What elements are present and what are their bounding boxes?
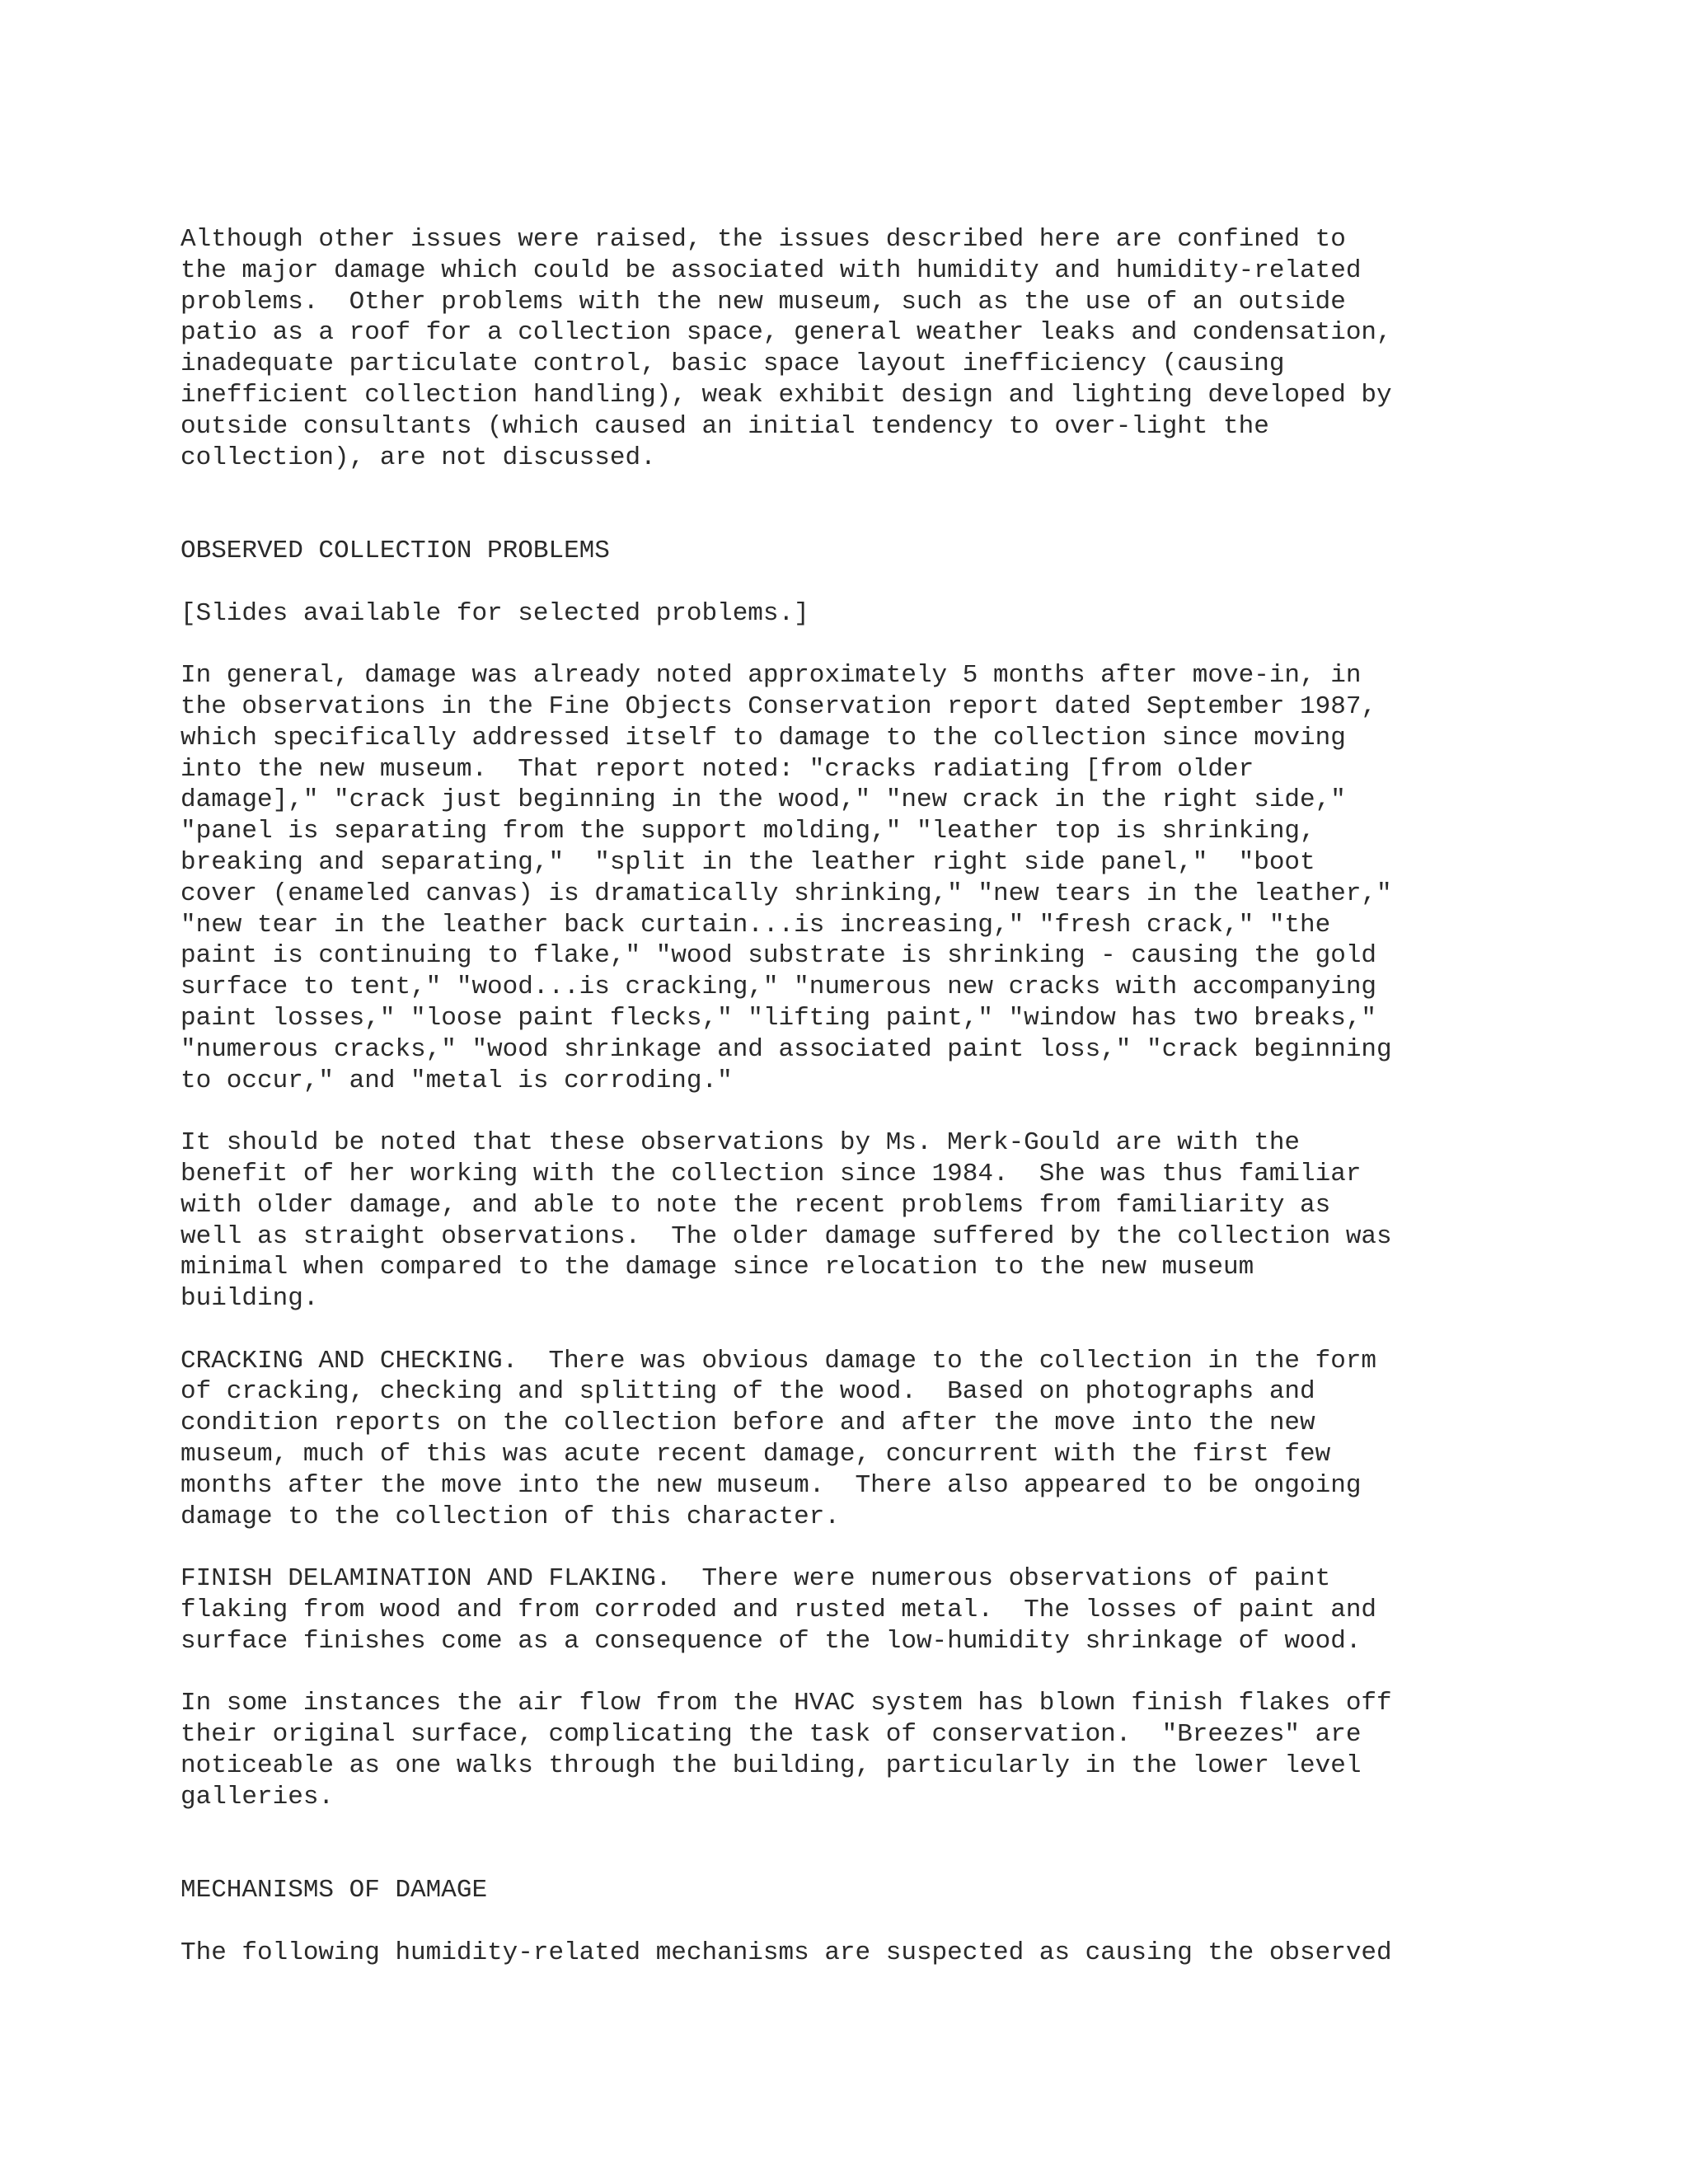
paragraph-noted [181,1127,1507,1315]
text-line: minimal when compared to the damage since relocation to the new museum [181,1253,1254,1282]
section-heading-mechanisms: MECHANISMS OF DAMAGE [181,1876,488,1905]
paragraph-airflow [181,1688,1507,1812]
text-line: FINISH DELAMINATION AND FLAKING. There were numerous observations of paint [181,1564,1331,1594]
paragraph-finish [181,1563,1507,1657]
paragraph-general [181,660,1507,1096]
text-line: surface finishes come as a consequence of the low-humidity shrinkage of wood. [181,1626,1362,1656]
text-line: the major damage which could be associated with humidity and humidity-related [181,255,1362,285]
text-line: to occur," and "metal is corroding." [181,1066,733,1095]
paragraph-cracking [181,1346,1507,1533]
text-line: breaking and separating," "split in the leather right side panel," "boot [181,847,1315,877]
text-line: outside consultants (which caused an initial tendency to over-light the [181,411,1269,441]
document-body [181,224,1507,1969]
text-line: patio as a roof for a collection space, general weather leaks and condensation, [181,318,1392,348]
text-line: damage]," "crack just beginning in the wood," "new crack in the right side," [181,785,1346,815]
text-line: the observations in the Fine Objects Conservation report dated September 1987, [181,691,1377,721]
text-line: cover (enameled canvas) is dramatically shrinking," "new tears in the leather," [181,879,1392,908]
text-line: "numerous cracks," "wood shrinkage and associated paint loss," "crack beginning [181,1034,1392,1064]
text-line: paint losses," "loose paint flecks," "lifting paint," "window has two breaks," [181,1003,1377,1033]
text-line: with older damage, and able to note the recent problems from familiarity as [181,1190,1331,1220]
text-line: benefit of her working with the collection since 1984. She was thus familiar [181,1159,1362,1188]
text-line: It should be noted that these observations by Ms. Merk-Gould are with the [181,1128,1301,1158]
text-line: collection), are not discussed. [181,443,656,472]
text-line: noticeable as one walks through the building, particularly in the lower level [181,1751,1362,1781]
text-line: flaking from wood and from corroded and rusted metal. The losses of paint and [181,1596,1377,1625]
text-line: Although other issues were raised, the issues described here are confined to [181,225,1346,254]
text-line: damage to the collection of this character. [181,1502,840,1531]
text-line: The following humidity-related mechanisms are suspected as causing the observed [181,1938,1392,1967]
text-line: museum, much of this was acute recent damage, concurrent with the first few [181,1440,1331,1469]
text-line: CRACKING AND CHECKING. There was obvious damage to the collection in the form [181,1346,1377,1376]
text-line: problems. Other problems with the new museum, such as the use of an outside [181,287,1346,316]
text-line: "panel is separating from the support molding," "leather top is shrinking, [181,817,1315,846]
text-line: inadequate particulate control, basic space layout inefficiency (causing [181,349,1285,379]
text-line: surface to tent," "wood...is cracking," "numerous new cracks with accompanying [181,972,1377,1002]
text-line: "new tear in the leather back curtain...is increasing," "fresh crack," "the [181,910,1331,940]
slides-note: [Slides available for selected problems.] [181,598,809,628]
paragraph-mechanisms [181,1938,1507,1969]
text-line: inefficient collection handling), weak exhibit design and lighting developed by [181,380,1392,410]
text-line: which specifically addressed itself to damage to the collection since moving [181,723,1346,752]
text-line: galleries. [181,1782,335,1811]
section-heading-observed: OBSERVED COLLECTION PROBLEMS [181,536,610,565]
text-line: months after the move into the new museum. There also appeared to be ongoing [181,1470,1362,1500]
text-line: paint is continuing to flake," "wood substrate is shrinking - causing the gold [181,941,1377,971]
paragraph-intro [181,224,1507,473]
text-line: building. [181,1284,319,1314]
text-line: into the new museum. That report noted: "cracks radiating [from older [181,754,1254,784]
text-line: of cracking, checking and splitting of the wood. Based on photographs and [181,1377,1315,1407]
text-line: well as straight observations. The older damage suffered by the collection was [181,1221,1392,1251]
text-line: In general, damage was already noted approximately 5 months after move-in, in [181,661,1362,691]
text-line: their original surface, complicating the task of conservation. "Breezes" are [181,1720,1362,1750]
text-line: condition reports on the collection before and after the move into the new [181,1408,1315,1438]
text-line: In some instances the air flow from the HVAC system has blown finish flakes off [181,1689,1392,1718]
